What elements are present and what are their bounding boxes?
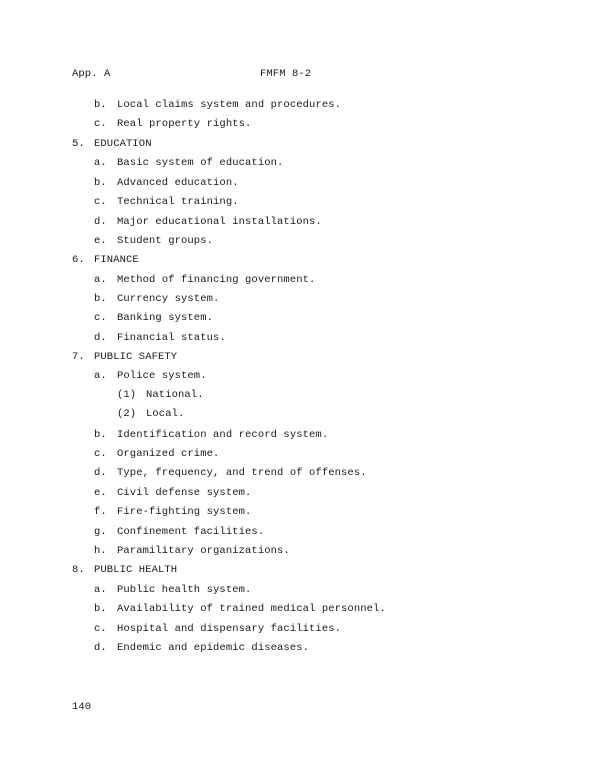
line-text: Banking system. [117, 312, 214, 324]
header-manual-title: FMFM 8-2 [260, 68, 312, 80]
line-marker: b. [94, 177, 107, 189]
line-text: Availability of trained medical personnel. [117, 603, 386, 615]
page-number: 140 [72, 701, 92, 713]
line-text: Student groups. [117, 235, 214, 247]
line-marker: e. [94, 487, 107, 499]
line-marker: a. [94, 157, 107, 169]
line-text: Local claims system and procedures. [117, 99, 342, 111]
line-text: Endemic and epidemic diseases. [117, 642, 310, 654]
line-marker: a. [94, 370, 107, 382]
line-marker: g. [94, 526, 107, 538]
line-marker: d. [94, 332, 107, 344]
line-marker: e. [94, 235, 107, 247]
line-marker: c. [94, 118, 107, 130]
section-number: 8. [72, 564, 85, 576]
section-heading: PUBLIC HEALTH [94, 564, 178, 576]
subline-marker: (1) [117, 389, 137, 401]
line-marker: b. [94, 429, 107, 441]
line-text: Paramilitary organizations. [117, 545, 290, 557]
section-heading: PUBLIC SAFETY [94, 351, 178, 363]
line-text: Organized crime. [117, 448, 220, 460]
section-number: 7. [72, 351, 85, 363]
line-text: Technical training. [117, 196, 239, 208]
line-text: Civil defense system. [117, 487, 252, 499]
line-text: Hospital and dispensary facilities. [117, 623, 342, 635]
line-marker: c. [94, 196, 107, 208]
subline-text: Local. [146, 408, 185, 420]
line-marker: f. [94, 506, 107, 518]
subline-text: National. [146, 389, 204, 401]
line-text: Major educational installations. [117, 216, 322, 228]
line-marker: d. [94, 642, 107, 654]
line-text: Method of financing government. [117, 274, 316, 286]
section-heading: FINANCE [94, 254, 139, 266]
line-text: Real property rights. [117, 118, 252, 130]
line-marker: c. [94, 623, 107, 635]
line-text: Public health system. [117, 584, 252, 596]
section-number: 6. [72, 254, 85, 266]
line-text: Advanced education. [117, 177, 239, 189]
line-marker: h. [94, 545, 107, 557]
subline-marker: (2) [117, 408, 137, 420]
line-marker: d. [94, 216, 107, 228]
line-marker: a. [94, 584, 107, 596]
line-text: Financial status. [117, 332, 226, 344]
header-appendix-label: App. A [72, 68, 111, 80]
line-marker: b. [94, 99, 107, 111]
line-text: Currency system. [117, 293, 220, 305]
section-heading: EDUCATION [94, 138, 152, 150]
line-marker: d. [94, 467, 107, 479]
line-marker: b. [94, 603, 107, 615]
line-marker: b. [94, 293, 107, 305]
line-text: Police system. [117, 370, 207, 382]
line-text: Basic system of education. [117, 157, 284, 169]
line-text: Confinement facilities. [117, 526, 265, 538]
line-text: Identification and record system. [117, 429, 329, 441]
line-marker: c. [94, 448, 107, 460]
line-marker: a. [94, 274, 107, 286]
line-text: Type, frequency, and trend of offenses. [117, 467, 367, 479]
section-number: 5. [72, 138, 85, 150]
line-marker: c. [94, 312, 107, 324]
line-text: Fire-fighting system. [117, 506, 252, 518]
